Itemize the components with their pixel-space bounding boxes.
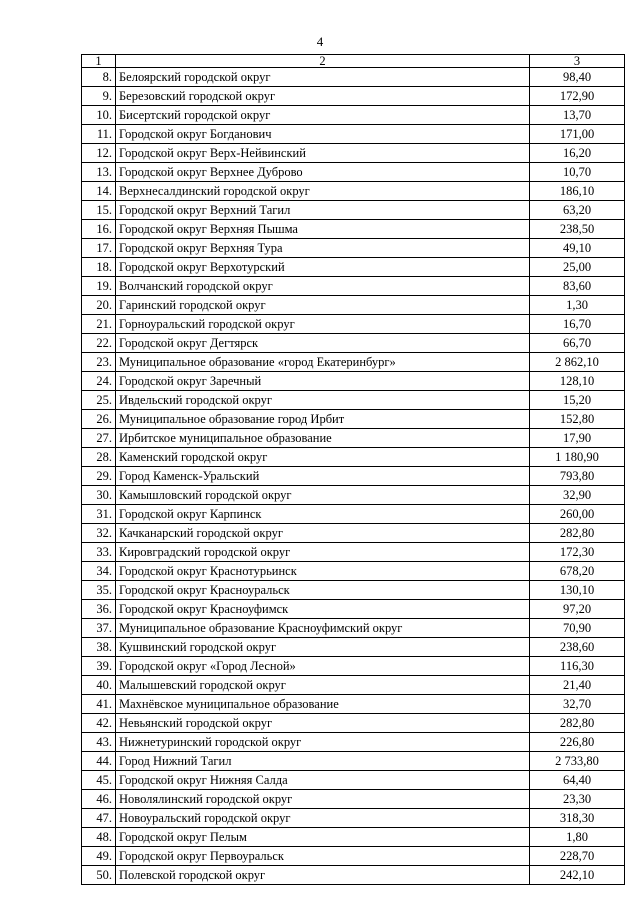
table-row <box>82 353 625 372</box>
amount-value: 793,80 <box>530 467 625 486</box>
municipality-name: Малышевский городской округ <box>116 676 530 695</box>
amount-value: 130,10 <box>530 581 625 600</box>
row-number: 15. <box>82 201 116 220</box>
table-row <box>82 182 625 201</box>
amount-value: 172,90 <box>530 87 625 106</box>
row-number: 38. <box>82 638 116 657</box>
amount-value: 32,90 <box>530 486 625 505</box>
table-row <box>82 524 625 543</box>
table-row <box>82 866 625 885</box>
table-row <box>82 467 625 486</box>
row-number: 19. <box>82 277 116 296</box>
amount-value: 1,80 <box>530 828 625 847</box>
row-number: 28. <box>82 448 116 467</box>
row-number: 23. <box>82 353 116 372</box>
table-row <box>82 239 625 258</box>
municipality-name: Городской округ Верхнее Дуброво <box>116 163 530 182</box>
amount-value: 49,10 <box>530 239 625 258</box>
page-number: 4 <box>316 34 324 49</box>
table-row <box>82 258 625 277</box>
municipality-name: Ирбитское муниципальное образование <box>116 429 530 448</box>
table-row <box>82 562 625 581</box>
amount-value: 228,70 <box>530 847 625 866</box>
row-number: 17. <box>82 239 116 258</box>
municipality-name: Махнёвское муниципальное образование <box>116 695 530 714</box>
table-row <box>82 752 625 771</box>
municipality-name: Городской округ Краснотурьинск <box>116 562 530 581</box>
header-col-2: 2 <box>116 55 530 68</box>
amount-value: 70,90 <box>530 619 625 638</box>
table-row <box>82 106 625 125</box>
amount-value: 128,10 <box>530 372 625 391</box>
table-row <box>82 600 625 619</box>
table-row <box>82 733 625 752</box>
row-number: 47. <box>82 809 116 828</box>
amount-value: 13,70 <box>530 106 625 125</box>
row-number: 45. <box>82 771 116 790</box>
amount-value: 2 862,10 <box>530 353 625 372</box>
row-number: 40. <box>82 676 116 695</box>
table-row <box>82 638 625 657</box>
table-row <box>82 581 625 600</box>
amount-value: 678,20 <box>530 562 625 581</box>
amount-value: 10,70 <box>530 163 625 182</box>
municipality-name: Каменский городской округ <box>116 448 530 467</box>
table-row <box>82 543 625 562</box>
row-number: 12. <box>82 144 116 163</box>
row-number: 26. <box>82 410 116 429</box>
row-number: 44. <box>82 752 116 771</box>
table-row <box>82 410 625 429</box>
municipality-name: Волчанский городской округ <box>116 277 530 296</box>
table-row <box>82 201 625 220</box>
table-row <box>82 391 625 410</box>
row-number: 13. <box>82 163 116 182</box>
amount-value: 242,10 <box>530 866 625 885</box>
row-number: 30. <box>82 486 116 505</box>
amount-value: 318,30 <box>530 809 625 828</box>
table-row <box>82 125 625 144</box>
row-number: 21. <box>82 315 116 334</box>
amount-value: 16,20 <box>530 144 625 163</box>
amount-value: 238,50 <box>530 220 625 239</box>
municipality-name: Городской округ Верхний Тагил <box>116 201 530 220</box>
table-row <box>82 296 625 315</box>
amount-value: 16,70 <box>530 315 625 334</box>
municipality-name: Белоярский городской округ <box>116 68 530 87</box>
table-row <box>82 619 625 638</box>
municipality-name: Городской округ Красноуральск <box>116 581 530 600</box>
row-number: 49. <box>82 847 116 866</box>
table-row <box>82 695 625 714</box>
municipality-name: Муниципальное образование «город Екатеринбург» <box>116 353 530 372</box>
municipality-name: Камышловский городской округ <box>116 486 530 505</box>
row-number: 36. <box>82 600 116 619</box>
municipality-name: Муниципальное образование город Ирбит <box>116 410 530 429</box>
table-body <box>82 55 625 885</box>
table-row <box>82 163 625 182</box>
row-number: 25. <box>82 391 116 410</box>
municipality-name: Новоуральский городской округ <box>116 809 530 828</box>
row-number: 27. <box>82 429 116 448</box>
table-row <box>82 505 625 524</box>
row-number: 42. <box>82 714 116 733</box>
amount-value: 23,30 <box>530 790 625 809</box>
municipality-name: Город Каменск-Уральский <box>116 467 530 486</box>
amount-value: 63,20 <box>530 201 625 220</box>
municipality-name: Невьянский городской округ <box>116 714 530 733</box>
municipality-name: Город Нижний Тагил <box>116 752 530 771</box>
table-row <box>82 676 625 695</box>
row-number: 34. <box>82 562 116 581</box>
table-row <box>82 809 625 828</box>
amount-value: 282,80 <box>530 524 625 543</box>
amount-value: 32,70 <box>530 695 625 714</box>
table-row <box>82 847 625 866</box>
municipality-name: Нижнетуринский городской округ <box>116 733 530 752</box>
row-number: 35. <box>82 581 116 600</box>
row-number: 43. <box>82 733 116 752</box>
amount-value: 116,30 <box>530 657 625 676</box>
municipality-name: Городской округ Верхняя Пышма <box>116 220 530 239</box>
amount-value: 66,70 <box>530 334 625 353</box>
table-row <box>82 277 625 296</box>
row-number: 48. <box>82 828 116 847</box>
amount-value: 64,40 <box>530 771 625 790</box>
row-number: 46. <box>82 790 116 809</box>
table-row <box>82 771 625 790</box>
municipality-name: Городской округ Верх-Нейвинский <box>116 144 530 163</box>
municipality-name: Березовский городской округ <box>116 87 530 106</box>
amount-value: 172,30 <box>530 543 625 562</box>
municipality-name: Верхнесалдинский городской округ <box>116 182 530 201</box>
table-row <box>82 790 625 809</box>
amount-value: 152,80 <box>530 410 625 429</box>
municipality-name: Городской округ Пелым <box>116 828 530 847</box>
table-row <box>82 87 625 106</box>
amount-value: 17,90 <box>530 429 625 448</box>
table-row <box>82 714 625 733</box>
amount-value: 2 733,80 <box>530 752 625 771</box>
allocation-table <box>81 54 625 885</box>
amount-value: 21,40 <box>530 676 625 695</box>
table-row <box>82 315 625 334</box>
amount-value: 1,30 <box>530 296 625 315</box>
municipality-name: Ивдельский городской округ <box>116 391 530 410</box>
table-row <box>82 657 625 676</box>
municipality-name: Городской округ Красноуфимск <box>116 600 530 619</box>
table-row <box>82 68 625 87</box>
row-number: 32. <box>82 524 116 543</box>
row-number: 31. <box>82 505 116 524</box>
row-number: 22. <box>82 334 116 353</box>
header-col-1: 1 <box>82 55 116 68</box>
municipality-name: Городской округ Заречный <box>116 372 530 391</box>
amount-value: 83,60 <box>530 277 625 296</box>
amount-value: 186,10 <box>530 182 625 201</box>
amount-value: 238,60 <box>530 638 625 657</box>
municipality-name: Городской округ Первоуральск <box>116 847 530 866</box>
amount-value: 260,00 <box>530 505 625 524</box>
municipality-name: Бисертский городской округ <box>116 106 530 125</box>
municipality-name: Городской округ Дегтярск <box>116 334 530 353</box>
table-row <box>82 828 625 847</box>
row-number: 20. <box>82 296 116 315</box>
row-number: 24. <box>82 372 116 391</box>
table-row <box>82 372 625 391</box>
row-number: 37. <box>82 619 116 638</box>
municipality-name: Качканарский городской округ <box>116 524 530 543</box>
municipality-name: Городской округ Верхотурский <box>116 258 530 277</box>
municipality-name: Городской округ «Город Лесной» <box>116 657 530 676</box>
row-number: 33. <box>82 543 116 562</box>
municipality-name: Муниципальное образование Красноуфимский округ <box>116 619 530 638</box>
municipality-name: Кировградский городской округ <box>116 543 530 562</box>
municipality-name: Кушвинский городской округ <box>116 638 530 657</box>
table-row <box>82 486 625 505</box>
amount-value: 282,80 <box>530 714 625 733</box>
municipality-name: Новолялинский городской округ <box>116 790 530 809</box>
amount-value: 171,00 <box>530 125 625 144</box>
amount-value: 15,20 <box>530 391 625 410</box>
amount-value: 1 180,90 <box>530 448 625 467</box>
row-number: 41. <box>82 695 116 714</box>
municipality-name: Горноуральский городской округ <box>116 315 530 334</box>
row-number: 8. <box>82 68 116 87</box>
table-row <box>82 429 625 448</box>
table-row <box>82 144 625 163</box>
table-row <box>82 448 625 467</box>
row-number: 16. <box>82 220 116 239</box>
amount-value: 226,80 <box>530 733 625 752</box>
row-number: 9. <box>82 87 116 106</box>
row-number: 50. <box>82 866 116 885</box>
table-row <box>82 220 625 239</box>
row-number: 18. <box>82 258 116 277</box>
amount-value: 25,00 <box>530 258 625 277</box>
amount-value: 97,20 <box>530 600 625 619</box>
header-col-3: 3 <box>530 55 625 68</box>
municipality-name: Полевской городской округ <box>116 866 530 885</box>
table-row <box>82 334 625 353</box>
row-number: 39. <box>82 657 116 676</box>
amount-value: 98,40 <box>530 68 625 87</box>
municipality-name: Городской округ Верхняя Тура <box>116 239 530 258</box>
municipality-name: Городской округ Карпинск <box>116 505 530 524</box>
row-number: 11. <box>82 125 116 144</box>
municipality-name: Городской округ Нижняя Салда <box>116 771 530 790</box>
municipality-name: Городской округ Богданович <box>116 125 530 144</box>
municipality-name: Гаринский городской округ <box>116 296 530 315</box>
row-number: 29. <box>82 467 116 486</box>
row-number: 14. <box>82 182 116 201</box>
row-number: 10. <box>82 106 116 125</box>
header-row <box>82 55 625 68</box>
